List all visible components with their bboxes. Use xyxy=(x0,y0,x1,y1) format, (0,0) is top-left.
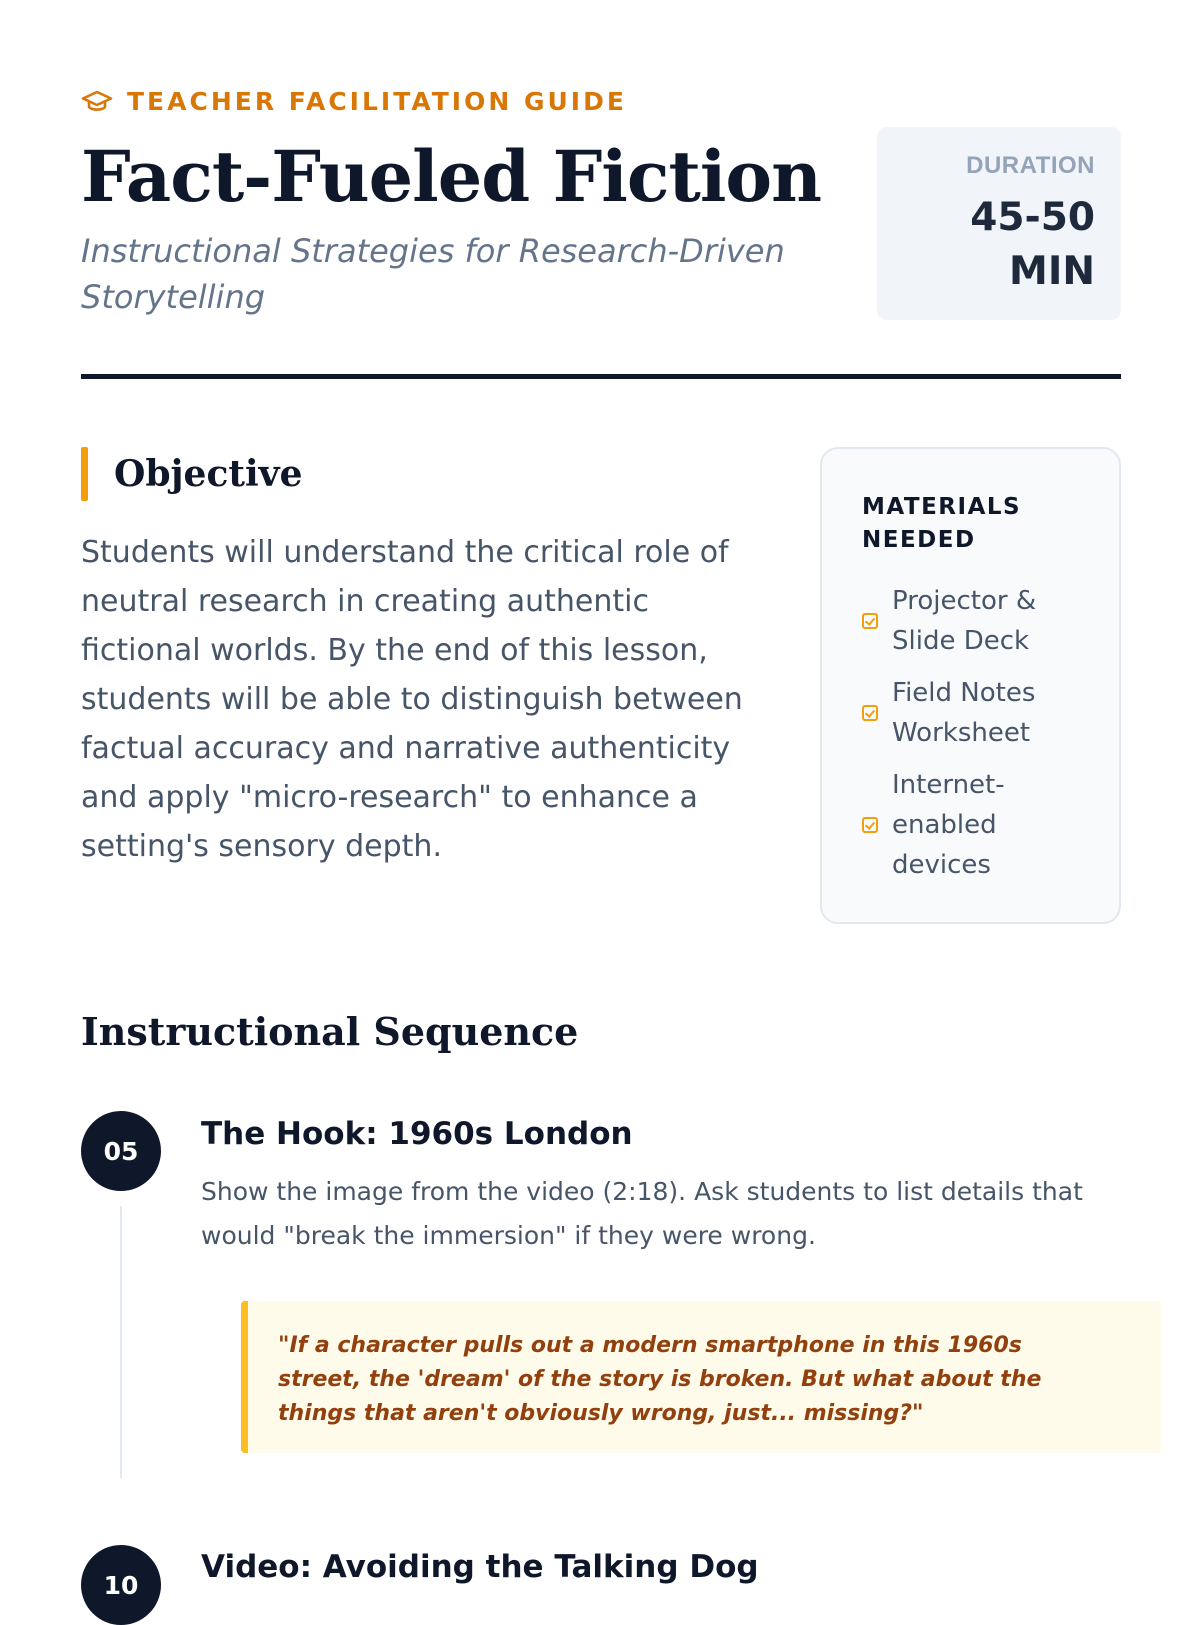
duration-value-unit: MIN xyxy=(1009,249,1095,294)
materials-title: MATERIALS NEEDED xyxy=(862,494,1022,553)
step-number-badge: 05 xyxy=(81,1111,161,1191)
duration-card xyxy=(877,127,1121,320)
checkbox-icon xyxy=(862,817,878,833)
eyebrow xyxy=(81,84,627,118)
step-title: Video: Avoiding the Talking Dog xyxy=(201,1549,759,1585)
materials-card xyxy=(820,447,1121,924)
materials-item xyxy=(862,673,1099,753)
materials-item-label: Projector & Slide Deck xyxy=(892,586,1037,656)
materials-item xyxy=(862,765,1099,885)
step-title: The Hook: 1960s London xyxy=(201,1116,633,1152)
duration-label: DURATION xyxy=(966,152,1095,179)
objective-heading: Objective xyxy=(114,453,303,495)
facilitation-guide-page xyxy=(81,0,1121,1600)
header-divider xyxy=(81,374,1121,379)
duration-value-range: 45-50 xyxy=(970,195,1095,240)
step-number-badge: 10 xyxy=(81,1545,161,1625)
checkbox-icon xyxy=(862,613,878,629)
graduation-cap-icon xyxy=(81,89,113,113)
duration-value xyxy=(877,191,1095,299)
step-quote-text: "If a character pulls out a modern smartphone in this 1960s street, the 'dream' of the story is broken. But what about the things that aren't obviously wrong, just... missing?" xyxy=(278,1333,1042,1426)
page-title: Fact-Fueled Fiction xyxy=(81,135,821,218)
materials-list xyxy=(862,581,1099,885)
objective-accent-bar xyxy=(81,447,88,501)
checkbox-icon xyxy=(862,705,878,721)
sequence-heading: Instructional Sequence xyxy=(81,1009,579,1054)
materials-item-label: Internet-enabled devices xyxy=(892,770,1005,880)
page-subtitle: Instructional Strategies for Research-Driven Storytelling xyxy=(81,232,785,316)
step-description: Show the image from the video (2:18). Ask students to list details that would "break the immersion" if they were wrong. xyxy=(201,1177,1083,1250)
materials-item-label: Field Notes Worksheet xyxy=(892,678,1036,748)
step-quote xyxy=(241,1301,1161,1453)
objective-text: Students will understand the critical role of neutral research in creating authentic fictional worlds. By the end of this lesson, students will be able to distinguish between factual accuracy and narrative authenticity and apply "micro-research" to enhance a setting's sensory depth. xyxy=(81,535,743,864)
eyebrow-label: TEACHER FACILITATION GUIDE xyxy=(127,86,627,116)
materials-item xyxy=(862,581,1099,661)
step-timeline-line xyxy=(120,1206,122,1478)
